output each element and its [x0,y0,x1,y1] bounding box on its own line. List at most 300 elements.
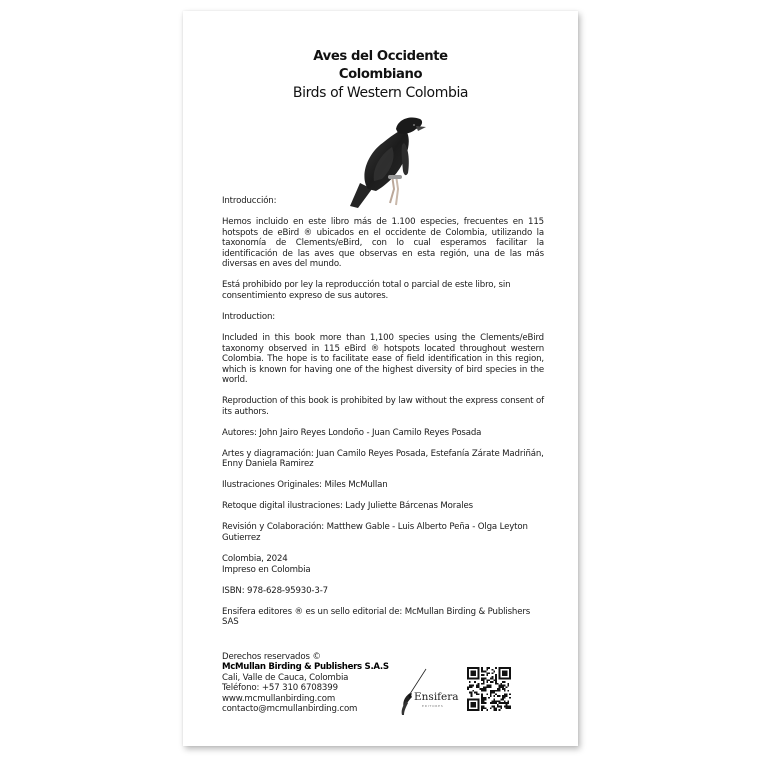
qr-module [474,706,476,708]
qr-module [483,707,485,709]
qr-module [507,702,509,704]
qr-module [472,671,474,673]
qr-module [509,671,511,673]
qr-module [492,690,494,692]
qr-module [490,707,492,709]
authors: Autores: John Jairo Reyes Londoño - Juan Camilo Reyes Posada [222,427,482,438]
qr-module [499,706,501,708]
qr-module [488,667,490,669]
qr-module [499,667,501,669]
qr-module [490,693,492,695]
publisher-address: Cali, Valle de Cauca, Colombia [222,672,349,683]
qr-module [472,704,474,706]
qr-module [506,702,508,704]
qr-module [467,669,469,671]
qr-module [478,699,480,701]
qr-module [478,678,480,680]
qr-module [485,702,487,704]
retouch-credits: Retoque digital ilustraciones: Lady Juliette Bárcenas Morales [222,501,473,512]
qr-module [495,707,497,709]
qr-module [502,671,504,673]
qr-module [502,697,504,699]
qr-module [495,674,497,676]
qr-module [478,667,480,669]
title-spanish-line-1: Aves del Occidente [313,49,448,64]
qr-module [469,699,471,701]
qr-module [502,667,504,669]
qr-module [476,699,478,701]
qr-module [474,699,476,701]
qr-module [509,672,511,674]
qr-module [478,704,480,706]
qr-module [481,707,483,709]
qr-module [486,669,488,671]
qr-module [509,678,511,680]
qr-module [493,679,495,681]
qr-module [481,706,483,708]
qr-module [499,678,501,680]
qr-module [478,672,480,674]
qr-module [478,671,480,673]
place-and-print [222,554,544,575]
qr-module [478,702,480,704]
qr-module [467,699,469,701]
qr-module [471,692,473,694]
qr-module [499,672,501,674]
qr-module [509,707,511,709]
qr-module [495,683,497,685]
qr-module [472,672,474,674]
qr-module [472,674,474,676]
qr-module [471,671,473,673]
qr-module [490,681,492,683]
qr-module [472,706,474,708]
title-spanish-line-2: Colombiano [338,67,423,82]
qr-module [488,686,490,688]
qr-module [500,699,502,701]
qr-module [499,690,501,692]
qr-module [502,695,504,697]
logo-text: Ensifera [414,691,459,703]
qr-module [493,699,495,701]
qr-module [506,674,508,676]
qr-module [504,688,506,690]
qr-code-icon[interactable] [467,667,511,711]
qr-module [474,704,476,706]
qr-module [467,702,469,704]
qr-module [493,709,495,711]
qr-module [478,674,480,676]
qr-module [500,683,502,685]
qr-module [483,700,485,702]
qr-module [504,671,506,673]
qr-module [502,686,504,688]
qr-module [478,709,480,711]
qr-module [481,679,483,681]
qr-module [471,699,473,701]
qr-module [471,672,473,674]
qr-module [469,681,471,683]
qr-module [472,709,474,711]
qr-module [492,692,494,694]
qr-module [474,678,476,680]
imprint: Ensifera editores ® es un sello editorial de: McMullan Birding & Publishers SAS [222,606,531,628]
qr-module [481,688,483,690]
qr-module [490,685,492,687]
qr-module [507,700,509,702]
qr-module [478,676,480,678]
isbn: ISBN: 978-628-95930-3-7 [222,585,328,596]
qr-module [490,690,492,692]
qr-module [488,697,490,699]
qr-module [504,693,506,695]
body-text [222,196,544,638]
qr-module [493,702,495,704]
qr-module [472,667,474,669]
qr-module [483,678,485,680]
qr-module [474,692,476,694]
qr-module [497,700,499,702]
qr-module [481,674,483,676]
qr-module [474,672,476,674]
qr-module [483,674,485,676]
qr-module [506,706,508,708]
qr-module [476,692,478,694]
qr-module [483,702,485,704]
qr-module [497,706,499,708]
qr-module [500,678,502,680]
qr-module [478,700,480,702]
qr-module [493,706,495,708]
qr-module [492,706,494,708]
qr-module [476,667,478,669]
qr-module [486,681,488,683]
qr-module [506,704,508,706]
design-credits: Artes y diagramación: Juan Camilo Reyes Posada, Estefanía Zárate Madriñán, Enny Daniela Ramirez [222,448,544,470]
qr-module [497,695,499,697]
qr-module [488,679,490,681]
qr-module [493,707,495,709]
qr-module [500,706,502,708]
qr-module [486,709,488,711]
qr-module [499,686,501,688]
qr-module [495,667,497,669]
publisher-email[interactable]: contacto@mcmullanbirding.com [222,704,358,715]
qr-module [500,667,502,669]
qr-module [467,672,469,674]
qr-module [504,685,506,687]
qr-module [478,693,480,695]
qr-module [500,707,502,709]
qr-module [509,676,511,678]
qr-module [469,678,471,680]
qr-module [471,678,473,680]
qr-module [472,685,474,687]
qr-module [481,671,483,673]
qr-module [509,674,511,676]
qr-module [495,676,497,678]
qr-module [486,679,488,681]
qr-module [509,697,511,699]
qr-module [499,702,501,704]
book-copyright-page [183,11,578,746]
qr-module [495,702,497,704]
ensifera-logo-icon [398,667,460,717]
qr-module [506,707,508,709]
qr-module [504,702,506,704]
qr-module [469,709,471,711]
qr-module [499,685,501,687]
qr-module [507,667,509,669]
qr-module [506,695,508,697]
qr-module [471,706,473,708]
qr-module [499,688,501,690]
qr-module [497,683,499,685]
qr-module [467,706,469,708]
logo-subtext: EDITORES [422,704,444,708]
qr-module [478,683,480,685]
qr-module [500,685,502,687]
qr-module [467,709,469,711]
qr-module [502,685,504,687]
qr-module [509,667,511,669]
qr-module [476,686,478,688]
qr-module [467,667,469,669]
qr-module [492,672,494,674]
qr-module [483,690,485,692]
qr-module [495,693,497,695]
qr-module [488,672,490,674]
intro-en-text: Included in this book more than 1,100 species using the Clements/eBird taxonomy observed in 115 eBird ® hotspots located throughout western Colombia. The hope is to facilitate ease of field identification in this region, which is known for having one of the highest diversity of bird species in the world. [222,332,544,386]
qr-module [504,667,506,669]
qr-module [504,695,506,697]
qr-module [506,672,508,674]
qr-module [486,674,488,676]
qr-module [502,702,504,704]
qr-module [506,667,508,669]
qr-module [471,685,473,687]
qr-module [481,709,483,711]
qr-module [478,686,480,688]
intro-en-heading: Introduction: [222,311,275,322]
printed-in: Impreso en Colombia [222,564,311,575]
qr-module [467,678,469,680]
qr-module [502,674,504,676]
qr-module [492,700,494,702]
qr-module [478,685,480,687]
qr-module [490,692,492,694]
qr-module [490,702,492,704]
qr-module [507,683,509,685]
qr-module [486,667,488,669]
qr-module [471,693,473,695]
qr-module [488,685,490,687]
qr-module [483,706,485,708]
qr-module [507,685,509,687]
qr-module [502,672,504,674]
qr-module [474,667,476,669]
qr-module [481,669,483,671]
qr-module [492,676,494,678]
qr-module [506,686,508,688]
place-year: Colombia, 2024 [222,553,288,564]
qr-module [504,672,506,674]
qr-module [495,681,497,683]
qr-module [504,706,506,708]
qr-module [467,707,469,709]
qr-module [493,700,495,702]
qr-module [486,672,488,674]
qr-module [509,706,511,708]
qr-module [472,702,474,704]
title-english: Birds of Western Colombia [292,85,469,101]
qr-module [467,674,469,676]
qr-module [497,690,499,692]
qr-module [499,671,501,673]
qr-module [502,681,504,683]
qr-module [474,681,476,683]
qr-module [507,678,509,680]
qr-module [497,688,499,690]
qr-module [476,678,478,680]
qr-module [499,695,501,697]
qr-module [476,709,478,711]
qr-module [467,688,469,690]
qr-module [495,700,497,702]
qr-module [500,686,502,688]
qr-module [481,678,483,680]
qr-module [483,681,485,683]
qr-module [497,704,499,706]
qr-module [504,674,506,676]
copyright-es: Está prohibido por ley la reproducción total o parcial de este libro, sin consentimiento expreso de sus autores. [222,280,511,301]
qr-module [495,709,497,711]
qr-module [471,709,473,711]
qr-module [495,679,497,681]
qr-module [483,686,485,688]
qr-module [471,704,473,706]
qr-module [492,702,494,704]
qr-module [507,690,509,692]
qr-module [481,693,483,695]
qr-module [502,678,504,680]
publisher-phone: Teléfono: +57 310 6708399 [222,683,338,694]
qr-module [481,697,483,699]
qr-module [481,699,483,701]
qr-module [490,695,492,697]
qr-module [506,671,508,673]
qr-module [469,685,471,687]
qr-module [490,678,492,680]
qr-module [507,706,509,708]
qr-module [481,667,483,669]
qr-module [474,674,476,676]
qr-module [509,693,511,695]
qr-module [509,669,511,671]
qr-module [478,669,480,671]
qr-module [500,702,502,704]
qr-module [504,690,506,692]
qr-module [469,692,471,694]
qr-module [471,702,473,704]
qr-module [495,678,497,680]
qr-module [502,688,504,690]
qr-module [485,707,487,709]
qr-module [507,707,509,709]
qr-module [467,704,469,706]
qr-module [493,692,495,694]
qr-module [493,695,495,697]
qr-module [474,709,476,711]
qr-module [467,671,469,673]
copyright-en: Reproduction of this book is prohibited by law without the express consent of its authors. [222,396,544,417]
qr-module [469,686,471,688]
qr-module [481,695,483,697]
qr-module [467,700,469,702]
publisher-name: McMullan Birding & Publishers S.A.S [222,662,389,673]
intro-es-text: Hemos incluido en este libro más de 1.100 especies, frecuentes en 115 hotspots de eBird ® ubicados en el occidente de Colombia, utilizando la taxonomía de Clements/eBird, con lo cual esperamos facilitar la identificación de las aves que observas en esta región, una de las más diversas en aves del mundo. [222,216,544,270]
qr-module [493,690,495,692]
qr-module [467,676,469,678]
review-credits: Revisión y Colaboración: Matthew Gable - Luis Alberto Peña - Olga Leyton Gutierrez [222,522,528,543]
qr-module [467,686,469,688]
qr-module [469,667,471,669]
qr-module [485,686,487,688]
qr-module [504,697,506,699]
qr-module [486,686,488,688]
qr-module [506,693,508,695]
qr-module [471,674,473,676]
qr-module [506,678,508,680]
qr-module [492,669,494,671]
qr-module [499,709,501,711]
qr-module [504,700,506,702]
qr-module [476,693,478,695]
qr-module [472,699,474,701]
qr-module [478,707,480,709]
qr-module [479,688,481,690]
qr-module [495,690,497,692]
qr-module [478,706,480,708]
qr-module [483,699,485,701]
qr-module [502,699,504,701]
qr-module [481,690,483,692]
qr-module [485,699,487,701]
qr-module [485,697,487,699]
qr-module [476,685,478,687]
publisher-website[interactable]: www.mcmullanbirding.com [222,693,336,704]
qr-module [474,671,476,673]
qr-module [483,683,485,685]
qr-module [499,700,501,702]
qr-module [490,686,492,688]
qr-module [483,679,485,681]
qr-module [485,678,487,680]
qr-module [499,676,501,678]
qr-module [481,700,483,702]
intro-es-heading: Introducción: [222,196,277,206]
rights-reserved: Derechos reservados © [222,652,321,662]
qr-module [492,681,494,683]
qr-module [481,702,483,704]
qr-module [499,669,501,671]
qr-module [471,686,473,688]
qr-module [485,688,487,690]
qr-module [483,688,485,690]
qr-module [474,702,476,704]
qr-module [483,671,485,673]
qr-module [472,678,474,680]
